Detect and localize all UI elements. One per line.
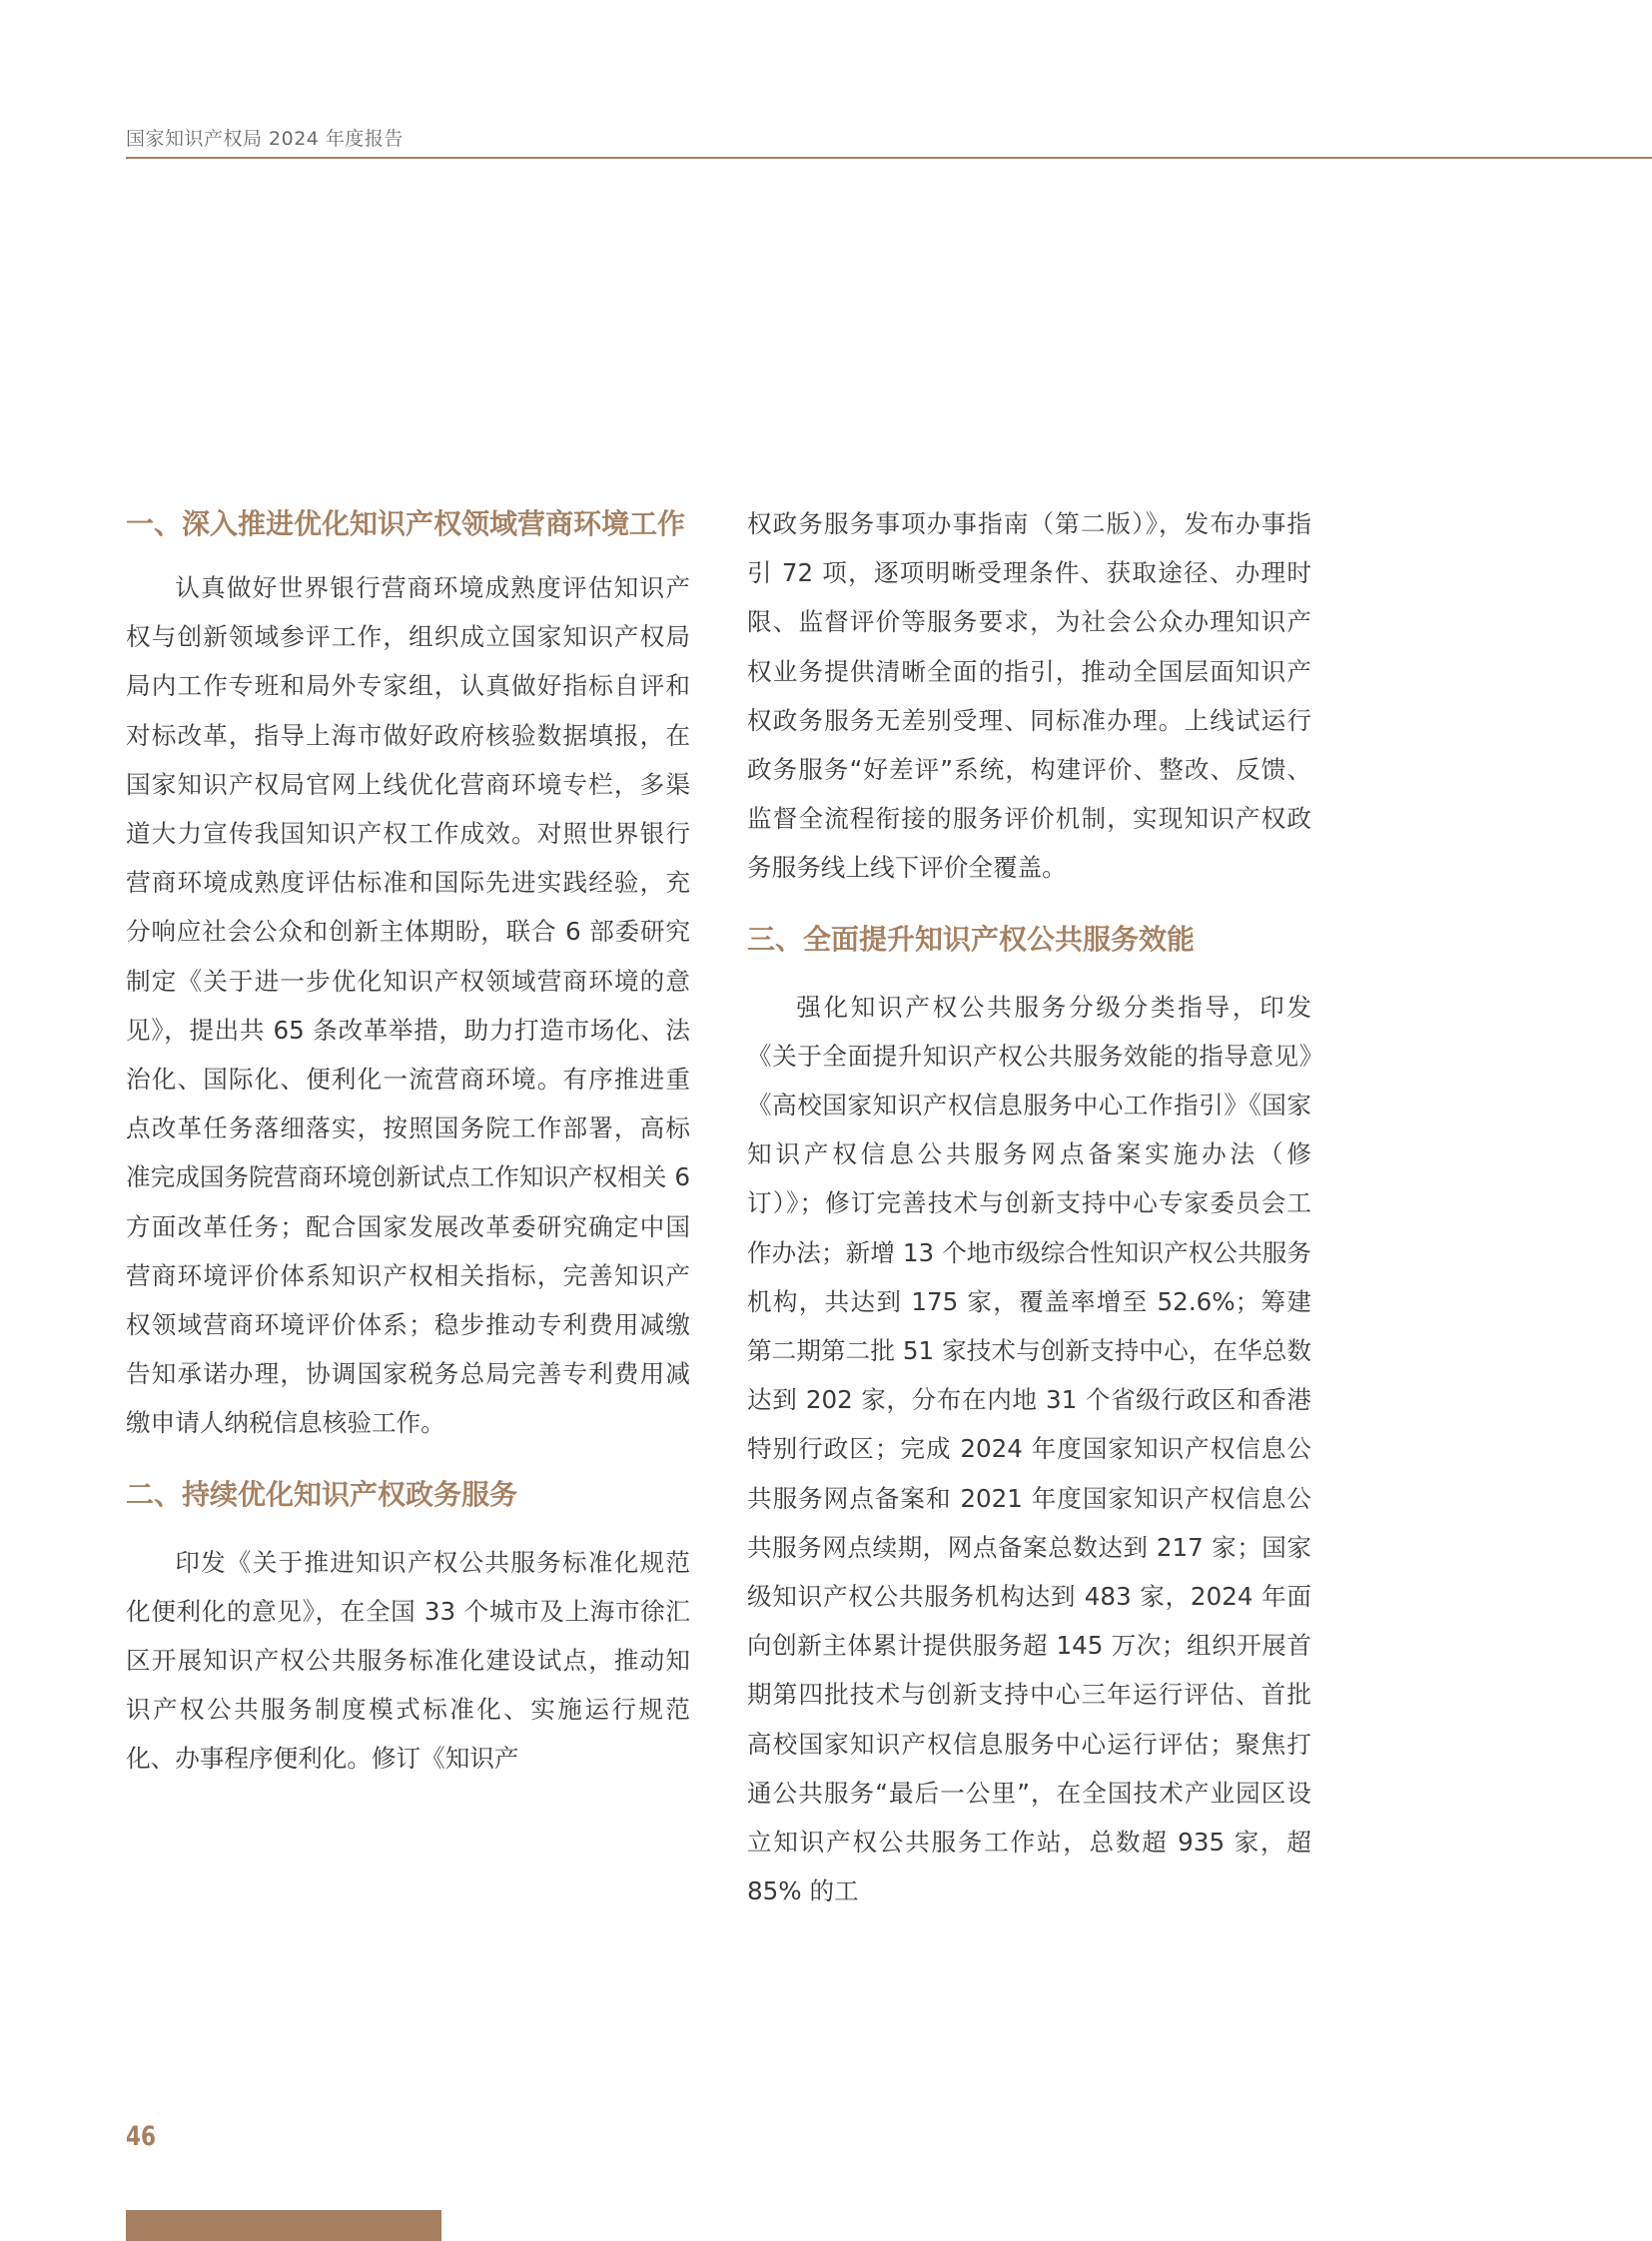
paragraph-public-services: 强化知识产权公共服务分级分类指导，印发《关于全面提升知识产权公共服务效能的指导意见》《高校国家知识产权信息服务中心工作指引》《国家知识产权信息公共服务网点备案实施办法（修订）》；修订完善技术与创新支持中心专家委员会工作办法；新增 13 个地市级综合性知识产权公共服务机构，共达到 175 家，覆盖率增至 52.6%；筹建第二期第二批 51 家技术与创新支持中心，在华总数达到 202 家，分布在内地 31 个省级行政区和香港特别行政区；完成 2024 年度国家知识产权信息公共服务网点备案和 2021 年度国家知识产权信息公共服务网点续期，网点备案总数达到 217 家；国家级知识产权公共服务机构达到 483 家，2024 年面向创新主体累计提供服务超 145 万次；组织开展首期第四批技术与创新支持中心三年运行评估、首批高校国家知识产权信息服务中心运行评估；聚焦打通公共服务“最后一公里”，在全国技术产业园区设立知识产权公共服务工作站，总数超 935 家，超 85% 的工 <box>747 992 1311 1906</box>
running-header-title: 国家知识产权局 2024 年度报告 <box>126 128 404 150</box>
section-spacer <box>126 1448 690 1470</box>
page-number: 46 <box>126 2121 157 2152</box>
section-heading-business-environment: 一、深入推进优化知识产权领域营商环境工作 <box>126 507 686 540</box>
right-column <box>747 499 1311 1915</box>
heading-spacer <box>747 965 1311 983</box>
section-heading-government-services: 二、持续优化知识产权政务服务 <box>126 1477 518 1511</box>
footer-accent-bar <box>126 2210 441 2241</box>
paragraph-business-environment: 认真做好世界银行营商环境成熟度评估知识产权与创新领域参评工作，组织成立国家知识产权局局内工作专班和局外专家组，认真做好指标自评和对标改革，指导上海市做好政府核验数据填报，在国家知识产权局官网上线优化营商环境专栏，多渠道大力宣传我国知识产权工作成效。对照世界银行营商环境成熟度评估标准和国际先进实践经验，充分响应社会公众和创新主体期盼，联合 6 部委研究制定《关于进一步优化知识产权领域营商环境的意见》，提出共 65 条改革举措，助力打造市场化、法治化、国际化、便利化一流营商环境。有序推进重点改革任务落细落实，按照国务院工作部署，高标准完成国务院营商环境创新试点工作知识产权相关 6 方面改革任务；配合国家发展改革委研究确定中国营商环境评价体系知识产权相关指标，完善知识产权领域营商环境评价体系；稳步推动专利费用减缴告知承诺办理，协调国家税务总局完善专利费用减缴申请人纳税信息核验工作。 <box>126 573 690 1438</box>
section-spacer <box>747 893 1311 915</box>
paragraph-government-services-continued: 权政务服务事项办事指南（第二版）》，发布办事指引 72 项，逐项明晰受理条件、获取途径、办理时限、监督评价等服务要求，为社会公众办理知识产权业务提供清晰全面的指引，推动全国层面知识产权政务服务无差别受理、同标准办理。上线试运行政务服务“好差评”系统，构建评价、整改、反馈、监督全流程衔接的服务评价机制，实现知识产权政务服务线上线下评价全覆盖。 <box>747 509 1311 883</box>
heading-spacer <box>126 1520 690 1538</box>
section-heading-public-services: 三、全面提升知识产权公共服务效能 <box>747 922 1196 956</box>
paragraph-government-services-start: 印发《关于推进知识产权公共服务标准化规范化便利化的意见》，在全国 33 个城市及上海市徐汇区开展知识产权公共服务标准化建设试点，推动知识产权公共服务制度模式标准化、实施运行规范化、办事程序便利化。修订《知识产 <box>126 1547 690 1774</box>
header-divider <box>126 157 1652 159</box>
left-column <box>126 499 690 1784</box>
